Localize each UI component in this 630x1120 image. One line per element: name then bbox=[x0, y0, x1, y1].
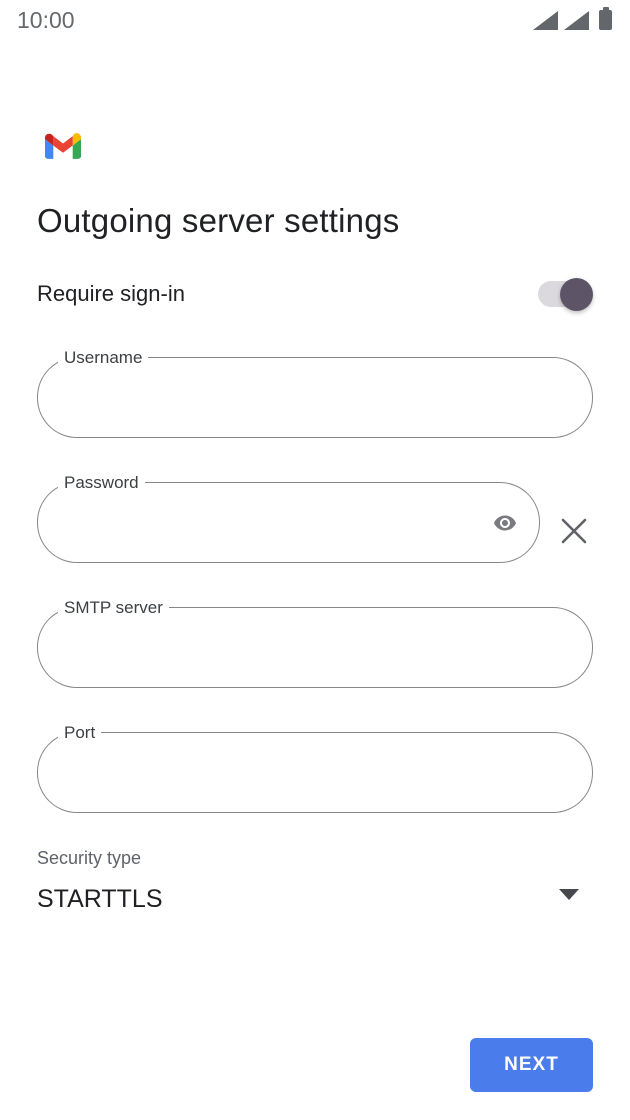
require-signin-toggle[interactable] bbox=[538, 281, 588, 307]
port-field[interactable] bbox=[37, 723, 593, 813]
clear-password-button[interactable] bbox=[557, 514, 591, 548]
port-input[interactable] bbox=[66, 745, 530, 801]
cellular-signal-icon bbox=[533, 11, 558, 30]
port-field-label: Port bbox=[58, 723, 101, 742]
username-field[interactable] bbox=[37, 348, 593, 438]
smtp-server-field-label: SMTP server bbox=[58, 598, 169, 617]
show-password-button[interactable] bbox=[487, 505, 523, 541]
password-field-label: Password bbox=[58, 473, 145, 492]
gmail-logo-icon bbox=[45, 131, 81, 159]
toggle-thumb bbox=[560, 278, 593, 311]
next-button[interactable]: NEXT bbox=[470, 1038, 593, 1092]
smtp-server-input[interactable] bbox=[66, 620, 530, 676]
clock: 10:00 bbox=[17, 7, 75, 33]
username-input[interactable] bbox=[66, 370, 530, 426]
require-signin-label: Require sign-in bbox=[37, 281, 185, 306]
security-type-value: STARTTLS bbox=[37, 885, 163, 913]
password-input[interactable] bbox=[66, 495, 477, 551]
smtp-server-field[interactable] bbox=[37, 598, 593, 688]
visibility-eye-icon bbox=[488, 511, 522, 535]
wifi-signal-icon bbox=[564, 11, 589, 30]
password-field[interactable] bbox=[37, 473, 540, 563]
page-title: Outgoing server settings bbox=[37, 202, 400, 239]
username-field-label: Username bbox=[58, 348, 148, 367]
security-type-label: Security type bbox=[37, 848, 142, 868]
battery-icon bbox=[599, 10, 612, 30]
status-bar bbox=[0, 0, 630, 40]
status-icons bbox=[533, 10, 612, 30]
close-x-icon bbox=[559, 516, 589, 546]
